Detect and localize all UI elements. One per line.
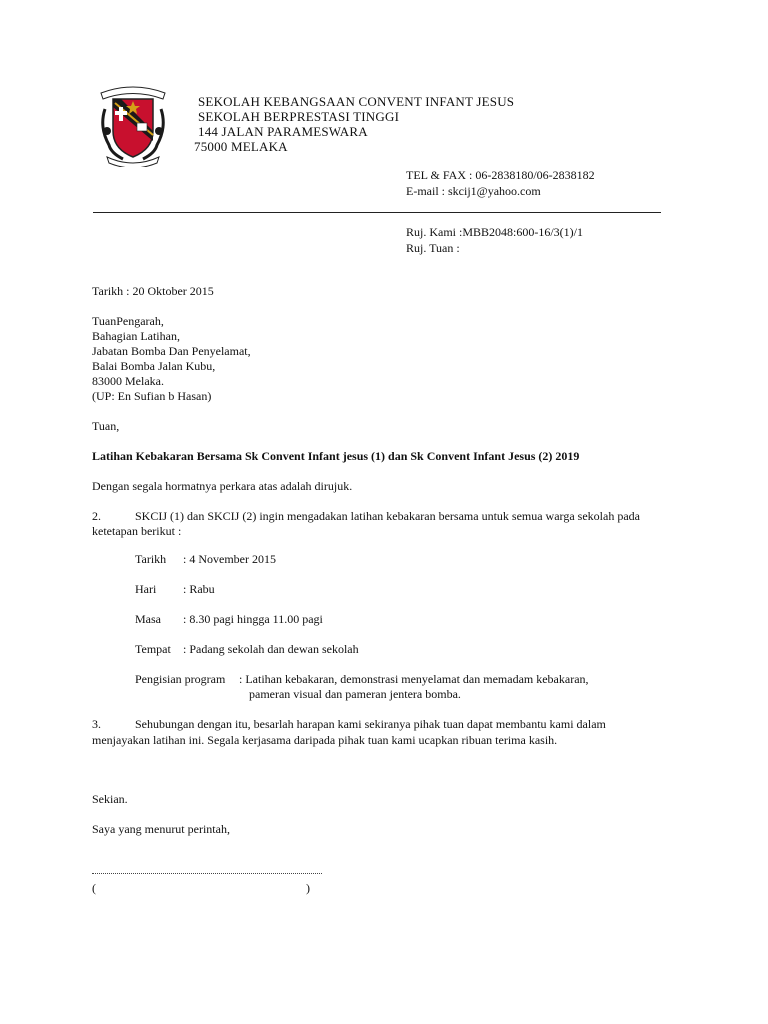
detail-label: Hari — [135, 582, 157, 596]
para-2-line-1: SKCIJ (1) dan SKCIJ (2) ingin mengadakan latihan kebakaran bersama untuk semua warga sekolah pada — [135, 509, 640, 523]
recipient-line: Bahagian Latihan, — [92, 329, 180, 343]
detail-value: : 8.30 pagi hingga 11.00 pagi — [183, 612, 323, 626]
para-2-line-2: ketetapan berikut : — [92, 524, 182, 538]
tel-fax: TEL & FAX : 06-2838180/06-2838182 — [406, 168, 595, 182]
para-2-number: 2. — [92, 509, 101, 523]
letter-date: Tarikh : 20 Oktober 2015 — [92, 284, 214, 298]
para-3-line-1: Sehubungan dengan itu, besarlah harapan kami sekiranya pihak tuan dapat membantu kami dalam — [135, 717, 606, 731]
detail-value: : Rabu — [183, 582, 215, 596]
recipient-line: TuanPengarah, — [92, 314, 164, 328]
programme-line-2: pameran visual dan pameran jentera bomba. — [249, 687, 461, 701]
programme-label: Pengisian program — [135, 672, 226, 686]
signature-close-paren: ) — [306, 881, 310, 895]
closing: Sekian. — [92, 792, 128, 806]
school-name: SEKOLAH KEBANGSAAN CONVENT INFANT JESUS — [198, 94, 515, 109]
address-line-1: 144 JALAN PARAMESWARA — [198, 124, 368, 139]
email: E-mail : skcij1@yahoo.com — [406, 184, 541, 198]
detail-value: : Padang sekolah dan dewan sekolah — [183, 642, 359, 656]
subject-heading: Latihan Kebakaran Bersama Sk Convent Infant jesus (1) dan Sk Convent Infant Jesus (2) 2019 — [92, 449, 580, 463]
school-crest-logo — [93, 79, 173, 167]
signature-open-paren: ( — [92, 881, 96, 895]
recipient-line: (UP: En Sufian b Hasan) — [92, 389, 212, 403]
salutation: Tuan, — [92, 419, 120, 433]
para-3-line-2: menjayakan latihan ini. Segala kerjasama daripada pihak tuan kami ucapkan ribuan terima kasih. — [92, 733, 558, 747]
detail-label: Tempat — [135, 642, 171, 656]
sign-off: Saya yang menurut perintah, — [92, 822, 230, 836]
detail-label: Masa — [135, 612, 161, 626]
detail-label: Tarikh — [135, 552, 167, 566]
opening-line: Dengan segala hormatnya perkara atas adalah dirujuk. — [92, 479, 353, 493]
school-status: SEKOLAH BERPRESTASI TINGGI — [198, 109, 400, 124]
recipient-line: 83000 Melaka. — [92, 374, 164, 388]
programme-line-1: : Latihan kebakaran, demonstrasi menyelamat dan memadam kebakaran, — [239, 672, 589, 686]
signature-line — [92, 873, 322, 874]
ruj-kami: Ruj. Kami :MBB2048:600-16/3(1)/1 — [406, 225, 583, 239]
header-divider — [93, 212, 661, 213]
address-line-2: 75000 MELAKA — [194, 139, 288, 154]
recipient-line: Balai Bomba Jalan Kubu, — [92, 359, 216, 373]
ruj-tuan: Ruj. Tuan : — [406, 241, 460, 255]
recipient-line: Jabatan Bomba Dan Penyelamat, — [92, 344, 251, 358]
para-3-number: 3. — [92, 717, 101, 731]
detail-value: : 4 November 2015 — [183, 552, 276, 566]
